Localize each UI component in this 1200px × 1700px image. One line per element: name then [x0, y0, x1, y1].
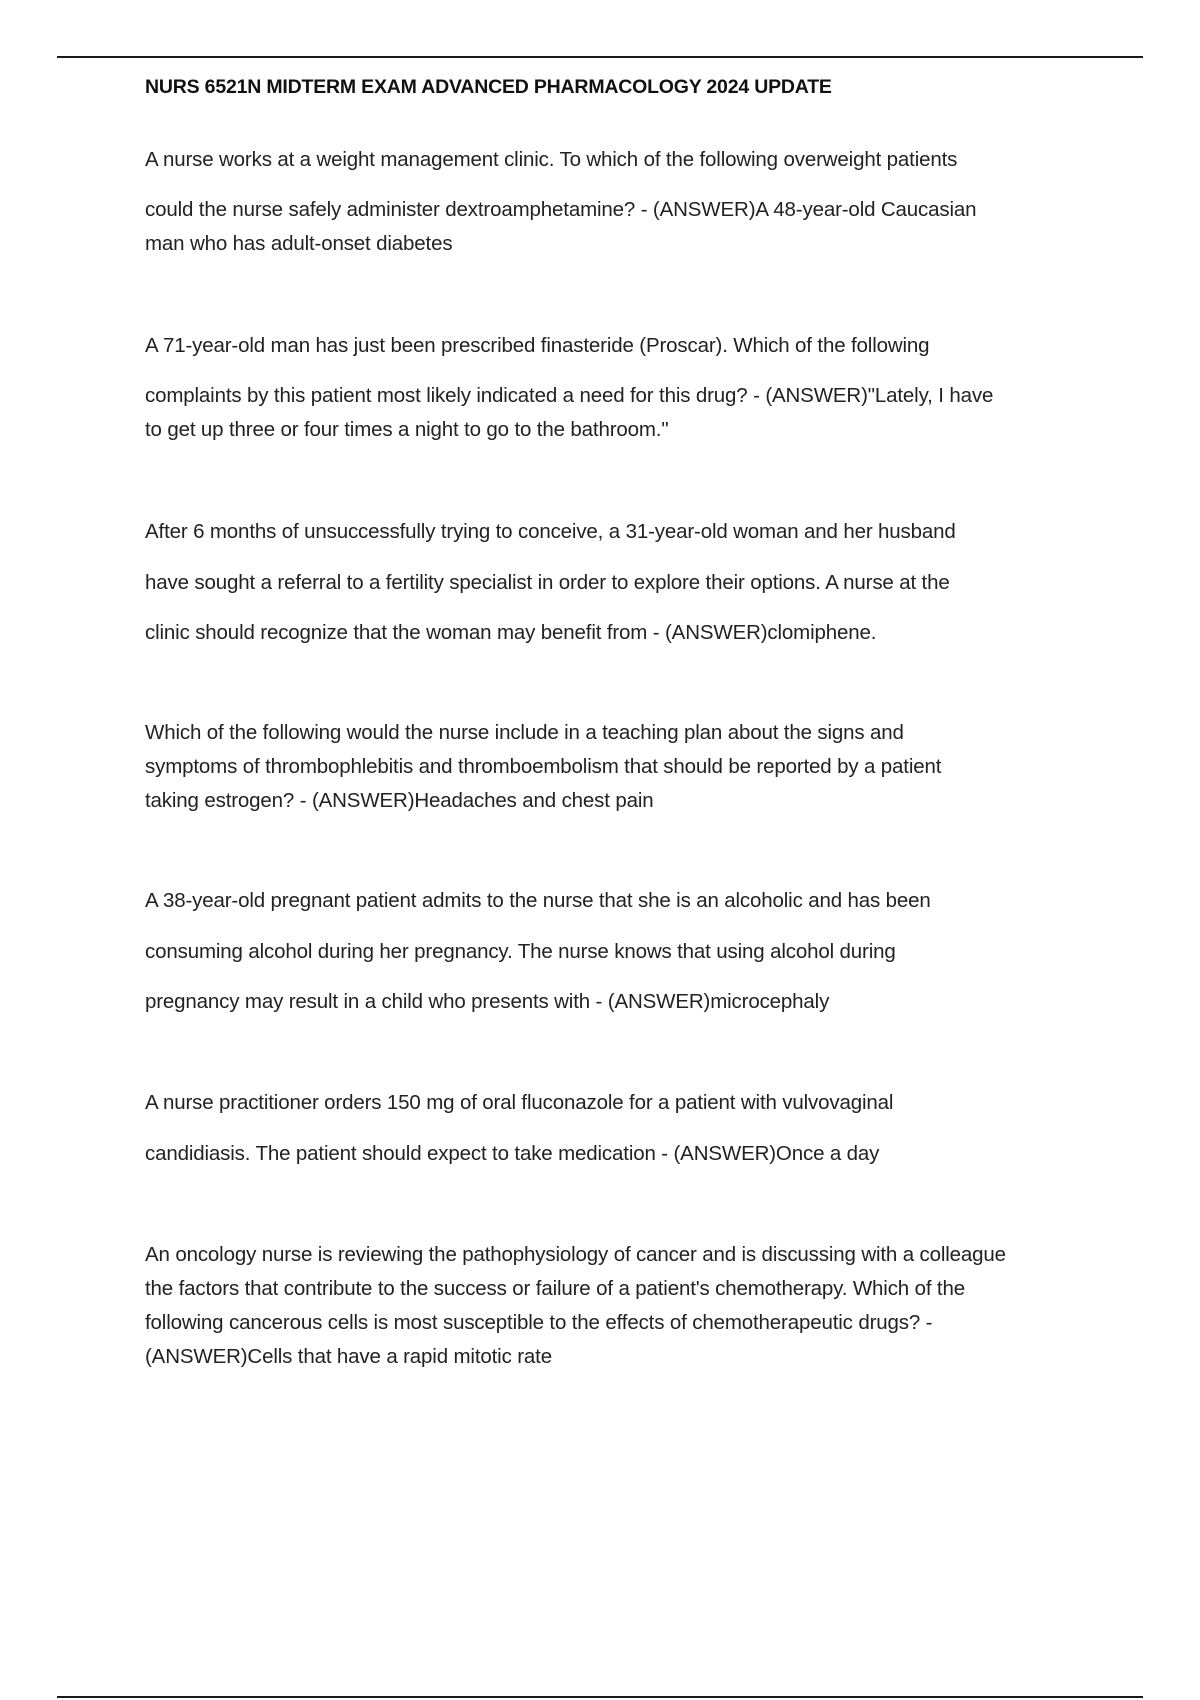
question-line: following cancerous cells is most susceptible to the effects of chemotherapeutic drugs? -	[145, 1311, 933, 1334]
question-line: could the nurse safely administer dextroamphetamine? - (ANSWER)A 48-year-old Caucasian	[145, 198, 977, 221]
question-line: After 6 months of unsuccessfully trying to conceive, a 31-year-old woman and her husband	[145, 520, 956, 543]
document-title: NURS 6521N MIDTERM EXAM ADVANCED PHARMACOLOGY 2024 UPDATE	[145, 76, 832, 98]
footer-rule	[57, 1696, 1143, 1698]
question-line: complaints by this patient most likely indicated a need for this drug? - (ANSWER)"Lately, I have	[145, 384, 994, 407]
question-line: the factors that contribute to the success or failure of a patient's chemotherapy. Which of the	[145, 1277, 965, 1300]
question-item	[145, 889, 1105, 1024]
question-line: have sought a referral to a fertility specialist in order to explore their options. A nurse at the	[145, 570, 950, 594]
question-item	[145, 520, 1105, 655]
question-line: to get up three or four times a night to go to the bathroom."	[145, 418, 669, 441]
question-line: symptoms of thrombophlebitis and thromboembolism that should be reported by a patient	[145, 755, 942, 778]
header-rule	[57, 56, 1143, 58]
question-item	[145, 334, 1105, 452]
question-line: A nurse practitioner orders 150 mg of oral fluconazole for a patient with vulvovaginal	[145, 1091, 894, 1114]
question-line: man who has adult-onset diabetes	[145, 232, 453, 255]
question-item	[145, 148, 1105, 266]
question-line: Which of the following would the nurse include in a teaching plan about the signs and	[145, 721, 904, 744]
question-item	[145, 1091, 1105, 1176]
question-line: candidiasis. The patient should expect to take medication - (ANSWER)Once a day	[145, 1141, 880, 1165]
question-line: (ANSWER)Cells that have a rapid mitotic rate	[145, 1345, 552, 1368]
question-item	[145, 1243, 1105, 1379]
question-line: A nurse works at a weight management clinic. To which of the following overweight patients	[145, 148, 958, 171]
question-line: A 71-year-old man has just been prescribed finasteride (Proscar). Which of the following	[145, 334, 930, 357]
question-line: clinic should recognize that the woman may benefit from - (ANSWER)clomiphene.	[145, 621, 877, 644]
question-item	[145, 721, 1105, 823]
question-line: taking estrogen? - (ANSWER)Headaches and chest pain	[145, 789, 654, 812]
question-line: An oncology nurse is reviewing the pathophysiology of cancer and is discussing with a colleague	[145, 1243, 1006, 1266]
question-line: consuming alcohol during her pregnancy. The nurse knows that using alcohol during	[145, 939, 896, 963]
question-line: A 38-year-old pregnant patient admits to the nurse that she is an alcoholic and has been	[145, 889, 931, 912]
question-line: pregnancy may result in a child who presents with - (ANSWER)microcephaly	[145, 990, 830, 1013]
